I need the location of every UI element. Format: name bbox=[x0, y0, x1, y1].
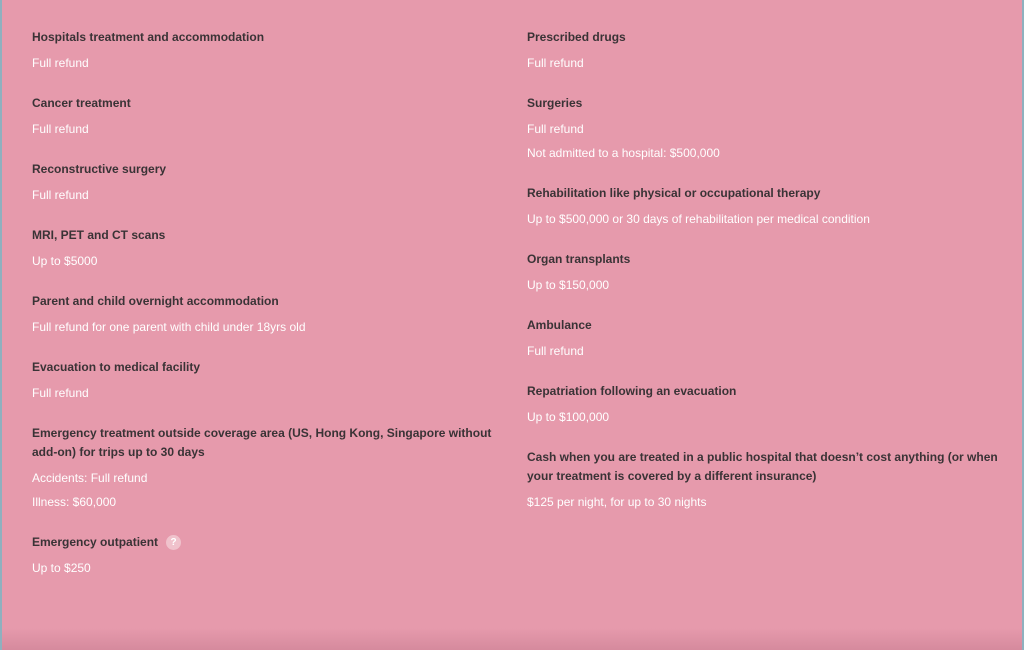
coverage-item bbox=[32, 226, 502, 269]
coverage-detail: Up to $150,000 bbox=[527, 278, 610, 292]
coverage-item bbox=[527, 448, 1007, 510]
coverage-item bbox=[527, 250, 1007, 293]
coverage-detail: Illness: $60,000 bbox=[32, 495, 117, 509]
coverage-detail: Not admitted to a hospital: $500,000 bbox=[527, 146, 720, 160]
coverage-detail: Full refund bbox=[527, 122, 584, 136]
bottom-shadow bbox=[2, 628, 1022, 650]
coverage-item bbox=[32, 533, 502, 576]
help-icon[interactable]: ? bbox=[166, 535, 181, 550]
coverage-title: Emergency treatment outside coverage area (US, Hong Kong, Singapore without add-on) for trips up to 30 days bbox=[32, 426, 492, 459]
coverage-title: Repatriation following an evacuation bbox=[527, 384, 737, 398]
coverage-title: Evacuation to medical facility bbox=[32, 360, 201, 374]
coverage-title: Emergency outpatient bbox=[32, 535, 159, 549]
coverage-title: Organ transplants bbox=[527, 252, 631, 266]
coverage-item bbox=[32, 28, 502, 71]
coverage-item bbox=[32, 160, 502, 203]
coverage-item bbox=[527, 28, 1007, 71]
coverage-detail: Accidents: Full refund bbox=[32, 471, 148, 485]
coverage-title: Cash when you are treated in a public hospital that doesn’t cost anything (or when your treatment is covered by a different insurance) bbox=[527, 450, 998, 483]
coverage-item bbox=[32, 94, 502, 137]
coverage-detail: Full refund bbox=[527, 344, 584, 358]
coverage-title: Rehabilitation like physical or occupational therapy bbox=[527, 186, 821, 200]
coverage-detail: Full refund bbox=[32, 188, 89, 202]
coverage-detail: Full refund bbox=[32, 386, 89, 400]
coverage-title: Cancer treatment bbox=[32, 96, 131, 110]
coverage-title: Prescribed drugs bbox=[527, 30, 626, 44]
coverage-detail: Up to $100,000 bbox=[527, 410, 610, 424]
coverage-detail: Up to $500,000 or 30 days of rehabilitation per medical condition bbox=[527, 212, 870, 226]
coverage-item bbox=[32, 292, 502, 335]
coverage-title: Ambulance bbox=[527, 318, 592, 332]
coverage-detail: Full refund for one parent with child under 18yrs old bbox=[32, 320, 306, 334]
coverage-detail: Up to $5000 bbox=[32, 254, 98, 268]
coverage-title-row bbox=[32, 533, 502, 552]
coverage-title: MRI, PET and CT scans bbox=[32, 228, 166, 242]
coverage-item bbox=[527, 94, 1007, 161]
coverage-title: Reconstructive surgery bbox=[32, 162, 167, 176]
coverage-title: Surgeries bbox=[527, 96, 583, 110]
coverage-title: Hospitals treatment and accommodation bbox=[32, 30, 265, 44]
coverage-detail: Full refund bbox=[32, 56, 89, 70]
coverage-detail: Up to $250 bbox=[32, 561, 91, 575]
coverage-detail: Full refund bbox=[32, 122, 89, 136]
coverage-title: Parent and child overnight accommodation bbox=[32, 294, 279, 308]
coverage-item bbox=[527, 316, 1007, 359]
coverage-column-right bbox=[527, 28, 1007, 533]
coverage-detail: Full refund bbox=[527, 56, 584, 70]
coverage-item bbox=[527, 184, 1007, 227]
coverage-detail: $125 per night, for up to 30 nights bbox=[527, 495, 707, 509]
coverage-item bbox=[527, 382, 1007, 425]
coverage-item bbox=[32, 358, 502, 401]
coverage-item bbox=[32, 424, 502, 510]
coverage-column-left bbox=[32, 28, 502, 599]
